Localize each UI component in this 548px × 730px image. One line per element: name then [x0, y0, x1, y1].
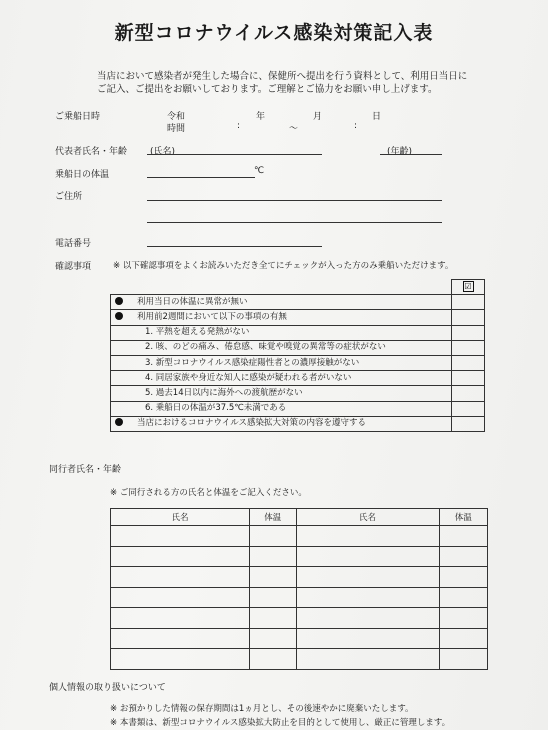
- confirm-table: [110, 279, 485, 432]
- companions-header-row: [111, 509, 488, 526]
- privacy-label: 個人情報の取り扱いについて: [49, 683, 166, 693]
- confirm-checkbox[interactable]: [452, 340, 485, 355]
- companion-temperature-cell[interactable]: [439, 608, 487, 629]
- confirm-checkbox[interactable]: [452, 401, 485, 416]
- companion-name-cell[interactable]: [296, 649, 439, 670]
- companion-temperature-cell[interactable]: [439, 526, 487, 547]
- confirm-checkbox[interactable]: [452, 416, 485, 431]
- confirm-checkbox[interactable]: [452, 310, 485, 325]
- confirm-item-text: 2. 咳、のどの痛み、倦怠感、味覚や嗅覚の異常等の症状がない: [111, 340, 452, 355]
- companion-name-cell[interactable]: [296, 628, 439, 649]
- intro-line-2: ご記入、ご提出をお願いしております。ご理解とご協力をお願い申し上げます。: [97, 84, 438, 95]
- companion-name-cell[interactable]: [296, 526, 439, 547]
- companion-name-cell[interactable]: [111, 608, 250, 629]
- confirm-item-text: 5. 過去14日以内に海外への渡航歴がない: [111, 386, 452, 401]
- check-column-header: [452, 280, 485, 295]
- address-field-line-2[interactable]: [147, 222, 442, 223]
- companion-temperature-cell[interactable]: [439, 546, 487, 567]
- temperature-field[interactable]: [147, 177, 255, 178]
- companion-temperature-cell[interactable]: [250, 526, 296, 547]
- temperature-unit: ℃: [254, 166, 265, 176]
- time-label: 時間: [167, 124, 186, 134]
- confirm-row: [111, 401, 485, 416]
- companion-name-cell[interactable]: [111, 628, 250, 649]
- bullet-icon: [115, 312, 123, 320]
- era-label: 令和: [167, 112, 186, 122]
- phone-label: 電話番号: [55, 239, 92, 249]
- confirm-row: [111, 340, 485, 355]
- temperature-column-header: 体温: [439, 509, 487, 526]
- form-title: 新型コロナウイルス感染対策記入表: [114, 22, 434, 44]
- companion-row: [111, 649, 488, 670]
- companion-temperature-cell[interactable]: [250, 608, 296, 629]
- privacy-note-1: ※ お預かりした情報の保存期間は1ヵ月とし、その後速やかに廃棄いたします。: [110, 704, 414, 714]
- confirm-row: [111, 371, 485, 386]
- companion-name-cell[interactable]: [111, 546, 250, 567]
- privacy-note-2: ※ 本書類は、新型コロナウイルス感染拡大防止を目的として使用し、厳正に管理します。: [110, 718, 451, 728]
- confirm-row: [111, 355, 485, 370]
- confirm-item-text: 当店におけるコロナウイルス感染拡大対策の内容を遵守する: [137, 418, 366, 429]
- confirm-item-text: 3. 新型コロナウイルス感染症陽性者との濃厚接触がない: [111, 355, 452, 370]
- companion-temperature-cell[interactable]: [250, 649, 296, 670]
- companion-name-cell[interactable]: [296, 608, 439, 629]
- address-field-line-1[interactable]: [147, 200, 442, 201]
- companion-row: [111, 587, 488, 608]
- confirm-checkbox[interactable]: [452, 386, 485, 401]
- companion-temperature-cell[interactable]: [250, 587, 296, 608]
- temperature-label: 乗船日の体温: [55, 170, 110, 180]
- companion-temperature-cell[interactable]: [439, 628, 487, 649]
- confirm-checkbox[interactable]: [452, 325, 485, 340]
- boarding-label: ご乗船日時: [55, 112, 101, 122]
- companion-temperature-cell[interactable]: [250, 628, 296, 649]
- phone-field[interactable]: [147, 246, 322, 247]
- checkbox-icon: ☑: [464, 281, 472, 291]
- companion-row: [111, 526, 488, 547]
- companion-temperature-cell[interactable]: [439, 587, 487, 608]
- companion-temperature-cell[interactable]: [250, 546, 296, 567]
- confirm-item-text: 6. 乗船日の体温が37.5℃未満である: [111, 401, 452, 416]
- companions-label: 同行者氏名・年齢: [49, 465, 122, 475]
- companion-temperature-cell[interactable]: [250, 567, 296, 588]
- confirm-row: [111, 295, 485, 310]
- year-label: 年: [256, 112, 266, 122]
- confirm-row: [111, 325, 485, 340]
- confirm-checkbox[interactable]: [452, 371, 485, 386]
- companion-name-cell[interactable]: [111, 649, 250, 670]
- representative-name-hint: (氏名): [150, 147, 176, 157]
- confirm-checkbox[interactable]: [452, 355, 485, 370]
- companion-row: [111, 546, 488, 567]
- confirm-label: 確認事項: [55, 262, 92, 272]
- intro-line-1: 当店において感染者が発生した場合に、保健所へ提出を行う資料として、利用日当日に: [97, 71, 468, 82]
- companion-row: [111, 628, 488, 649]
- companion-name-cell[interactable]: [296, 587, 439, 608]
- representative-age-hint: (年齢): [387, 147, 413, 157]
- companions-note: ※ ご同行される方の氏名と体温をご記入ください。: [110, 488, 307, 498]
- companion-temperature-cell[interactable]: [439, 649, 487, 670]
- companion-row: [111, 567, 488, 588]
- companion-name-cell[interactable]: [111, 567, 250, 588]
- representative-label: 代表者氏名・年齢: [55, 147, 128, 157]
- confirm-item-text: 1. 平熱を超える発熱がない: [111, 325, 452, 340]
- name-column-header: 氏名: [111, 509, 250, 526]
- companion-name-cell[interactable]: [111, 587, 250, 608]
- bullet-icon: [115, 297, 123, 305]
- companion-temperature-cell[interactable]: [439, 567, 487, 588]
- companion-row: [111, 608, 488, 629]
- time-colon-2: :: [354, 121, 358, 131]
- time-colon-1: :: [237, 121, 241, 131]
- confirm-item-text: 4. 同居家族や身近な知人に感染が疑われる者がいない: [111, 371, 452, 386]
- confirm-note: ※ 以下確認事項をよくお読みいただき全てにチェックが入った方のみ乗船いただけます。: [113, 261, 454, 271]
- day-label: 日: [372, 112, 382, 122]
- temperature-column-header: 体温: [250, 509, 296, 526]
- companions-table: [110, 508, 488, 670]
- confirm-checkbox[interactable]: [452, 295, 485, 310]
- representative-name-field[interactable]: [147, 154, 322, 155]
- companion-name-cell[interactable]: [296, 567, 439, 588]
- time-tilde: 〜: [289, 124, 299, 134]
- month-label: 月: [313, 112, 323, 122]
- confirm-item-text: 利用前2週間において以下の事項の有無: [137, 311, 287, 322]
- bullet-icon: [115, 418, 123, 426]
- confirm-row: [111, 386, 485, 401]
- name-column-header: 氏名: [296, 509, 439, 526]
- confirm-item-text: 利用当日の体温に異常が無い: [137, 296, 248, 307]
- companion-name-cell[interactable]: [296, 546, 439, 567]
- companion-name-cell[interactable]: [111, 526, 250, 547]
- confirm-header-row: [111, 280, 485, 295]
- confirm-row: [111, 310, 485, 325]
- confirm-row: [111, 416, 485, 431]
- address-label: ご住所: [55, 192, 83, 202]
- representative-age-field[interactable]: [380, 154, 442, 155]
